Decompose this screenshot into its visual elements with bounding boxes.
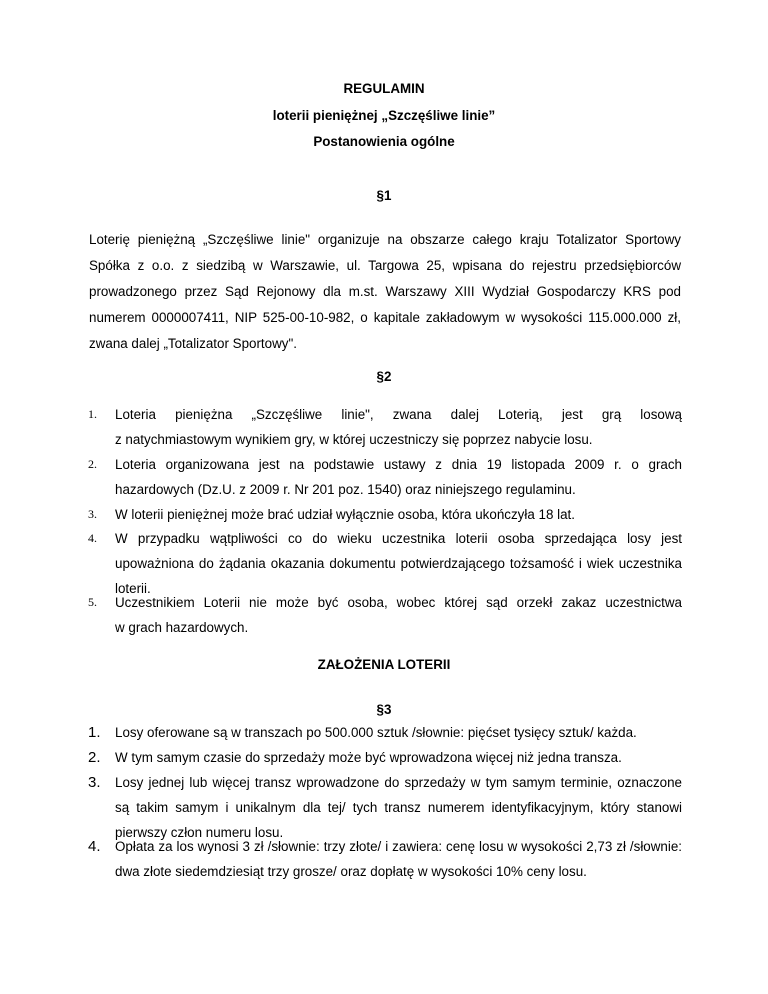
list-item-text: Losy jednej lub więcej transz wprowadzone do sprzedaży w tym samym terminie, oznaczone są takim samym i unikalnym dla tej/ tych transz numerem identyfikacyjnym, który stanowi pierwszy człon numeru losu. [115, 775, 682, 840]
paragraph-2-heading: §2 [376, 369, 392, 384]
list-item-text: Losy oferowane są w transzach po 500.000 sztuk /słownie: pięćset tysięcy sztuk/ każda. [115, 725, 637, 740]
list-item-text: Loteria pieniężna „Szczęśliwe linie", zwana dalej Loterią, jest grą losową [115, 407, 682, 422]
paragraph-1-text: Loterię pieniężną „Szczęśliwe linie" organizuje na obszarze całego kraju Totalizator Sportowy Spółka z o.o. z siedzibą w Warszawie, ul. Targowa 25, wpisana do rejestru przedsiębiorców prowadzonego przez Sąd Rejonowy dla m.st. Warszawy XIII Wydział Gospodarczy KRS pod numerem 0000007411, NIP 525-00-10-982, o kapitale zakładowym w wysokości 115.000.000 zł, zwana dalej „Totalizator Sportowy". [89, 232, 681, 351]
list-item [88, 720, 682, 745]
list-item [88, 834, 682, 884]
document-subtitle: loterii pieniężnej „Szczęśliwe linie” [272, 108, 496, 123]
document-title: REGULAMIN [343, 81, 425, 96]
list-item-number: 2. [88, 749, 101, 766]
list-item-text: Opłata za los wynosi 3 zł /słownie: trzy złote/ i zawiera: cenę losu w wysokości 2,73 zł /słownie: dwa złote siedemdziesiąt trzy grosze/ oraz dopłatę w wysokości 10% ceny losu. [115, 839, 682, 879]
list-item-text: W loterii pieniężnej może brać udział wyłącznie osoba, która ukończyła 18 lat. [115, 507, 575, 522]
list-item-number: 4. [88, 838, 101, 855]
paragraph-1-heading: §1 [376, 188, 392, 203]
paragraph-3-heading: §3 [376, 702, 392, 717]
list-item-text: Loteria organizowana jest na podstawie ustawy z dnia 19 listopada 2009 r. o grach hazardowych (Dz.U. z 2009 r. Nr 201 poz. 1540) oraz niniejszego regulaminu. [115, 457, 682, 497]
section-title-assumptions: ZAŁOŻENIA LOTERII [317, 657, 451, 672]
list-item [88, 452, 682, 502]
list-item-number: 2. [88, 457, 97, 471]
list-item-text: Uczestnikiem Loterii nie może być osoba, wobec której sąd orzekł zakaz uczestnictwa [115, 595, 682, 610]
list-item-text: w grach hazardowych. [115, 620, 249, 635]
list-item-number: 4. [88, 531, 97, 545]
list-item-text: W tym samym czasie do sprzedaży może być wprowadzona więcej niż jedna transza. [115, 750, 622, 765]
list-item [88, 402, 682, 452]
list-item-number: 1. [88, 407, 97, 421]
list-item [88, 745, 682, 770]
list-item-text: W przypadku wątpliwości co do wieku uczestnika loterii osoba sprzedająca losy jest upoważniona do żądania okazania dokumentu potwierdzającego tożsamość i wiek uczestnika loterii. [115, 531, 682, 596]
list-item-number: 1. [88, 724, 101, 741]
list-item-number: 5. [88, 595, 97, 609]
list-item-number: 3. [88, 774, 101, 791]
section-title-general: Postanowienia ogólne [313, 134, 455, 149]
list-item-text: z natychmiastowym wynikiem gry, w której uczestniczy się poprzez nabycie losu. [115, 432, 593, 447]
list-item [88, 590, 682, 640]
list-item [88, 502, 682, 527]
list-item-number: 3. [88, 507, 97, 521]
